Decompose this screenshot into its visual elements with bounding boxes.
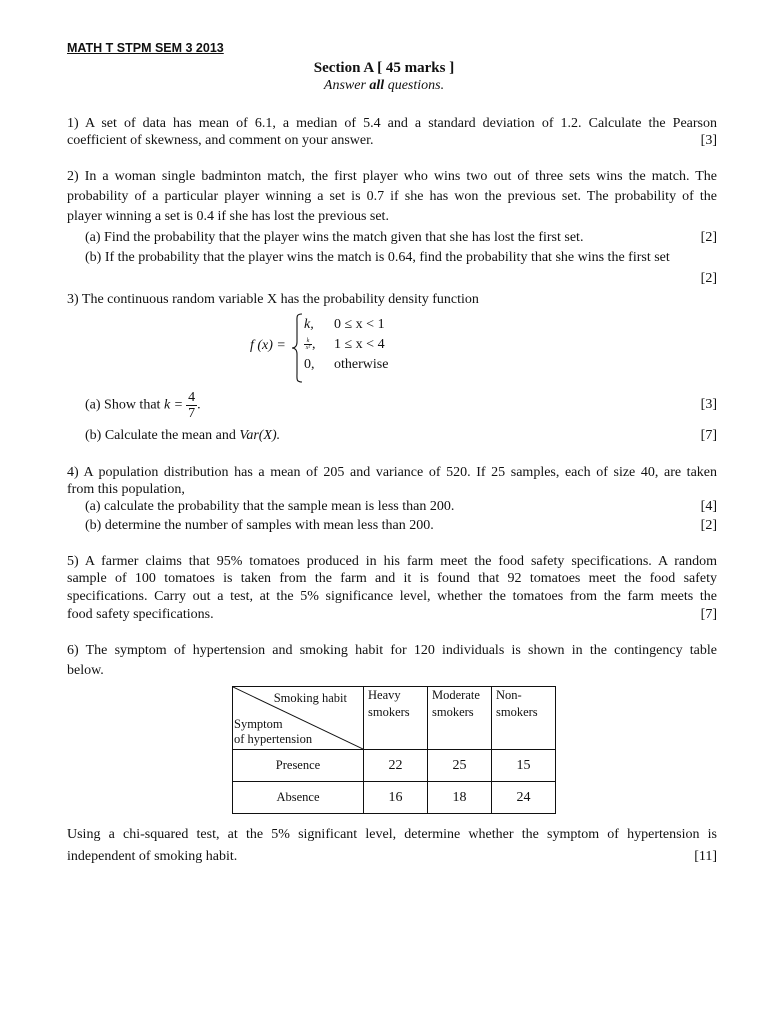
table-row xyxy=(233,782,556,814)
q6-after-line2: independent of smoking habit. [11] xyxy=(67,849,717,864)
q6-line2: below. xyxy=(67,663,104,678)
row-header-label: Symptom of hypertension xyxy=(234,717,313,746)
q6-after-line1: Using a chi-squared test, at the 5% significant level, determine whether the symptom of hypertension is xyxy=(67,827,717,842)
q5-line4: food safety specifications. [7] xyxy=(67,607,717,622)
q2b-marks: [2] xyxy=(700,271,717,286)
q5-line1: 5) A farmer claims that 95% tomatoes produced in his farm meet the food safety specifications. A random xyxy=(67,554,717,569)
section-instruction: Answer all questions. xyxy=(323,78,445,93)
table-cell: 16 xyxy=(364,782,428,814)
table-cell: 24 xyxy=(492,782,556,814)
table-cell: 18 xyxy=(428,782,492,814)
q4b-marks: [2] xyxy=(700,518,717,533)
q3a-marks: [3] xyxy=(700,397,717,412)
q6-line1: 6) The symptom of hypertension and smoking habit for 120 individuals is shown in the contingency table xyxy=(67,643,717,658)
q2-line1: 2) In a woman single badminton match, the first player who wins two out of three sets wins the match. The xyxy=(67,169,717,184)
row-label-presence: Presence xyxy=(233,750,364,782)
q4-part-b: (b) determine the number of samples with mean less than 200. [2] xyxy=(85,518,717,533)
q2-line3: player winning a set is 0.4 if she has lost the previous set. xyxy=(67,209,389,224)
table-cell: 22 xyxy=(364,750,428,782)
q3-part-b: (b) Calculate the mean and Var(X). [7] xyxy=(85,428,717,443)
pdf-cases: k, 0 ≤ x < 1 $\frac{k}{\text{x²}}$ , 1 ≤ x < 4 0, otherwise xyxy=(304,317,389,372)
q2a-marks: [2] xyxy=(700,230,717,245)
table-corner-cell xyxy=(233,687,364,750)
table-row xyxy=(233,750,556,782)
q3-intro: 3) The continuous random variable X has the probability density function xyxy=(67,292,479,307)
col-header-heavy: Heavy smokers xyxy=(364,687,428,750)
q3-part-a: (a) Show that k = $\frac{4}{7}$ . [3] xyxy=(85,390,717,421)
table-cell: 25 xyxy=(428,750,492,782)
q4-line1: 4) A population distribution has a mean of 205 and variance of 520. If 25 samples, each of size 40, are taken xyxy=(67,465,717,480)
q3b-marks: [7] xyxy=(700,428,717,443)
section-title: Section A [ 45 marks ] xyxy=(313,60,455,76)
q5-line2: sample of 100 tomatoes is taken from the farm and it is found that 92 tomatoes meet the food safety xyxy=(67,571,717,586)
q1-marks: [3] xyxy=(700,133,717,148)
contingency-table xyxy=(232,686,556,814)
q2-part-a: (a) Find the probability that the player wins the match given that she has lost the first set. [2] xyxy=(85,230,717,245)
q2-line2: probability of a particular player winning a set is 0.7 if she has won the previous set. The probability of the xyxy=(67,189,717,204)
pdf-function-label: f (x) = xyxy=(250,338,286,353)
paper-header: MATH T STPM SEM 3 2013 xyxy=(67,41,224,55)
column-header-label: Smoking habit xyxy=(273,691,347,705)
q6-marks: [11] xyxy=(694,849,717,864)
row-label-absence: Absence xyxy=(233,782,364,814)
col-header-moderate: Moderate smokers xyxy=(428,687,492,750)
left-brace-icon xyxy=(291,313,303,383)
q5-marks: [7] xyxy=(700,607,717,622)
col-header-non: Non- smokers xyxy=(492,687,556,750)
q4-part-a: (a) calculate the probability that the sample mean is less than 200. [4] xyxy=(85,499,717,514)
q2-part-b: (b) If the probability that the player wins the match is 0.64, find the probability that she wins the first set xyxy=(85,250,670,265)
q1-line1: 1) A set of data has mean of 6.1, a median of 5.4 and a standard deviation of 1.2. Calculate the Pearson xyxy=(67,116,717,131)
q4-line2: from this population, xyxy=(67,482,185,497)
q1-line2: coefficient of skewness, and comment on your answer. [3] xyxy=(67,133,717,148)
q5-line3: specifications. Carry out a test, at the 5% significance level, whether the tomatoes from the farm meets the xyxy=(67,589,717,604)
q4a-marks: [4] xyxy=(700,499,717,514)
table-cell: 15 xyxy=(492,750,556,782)
